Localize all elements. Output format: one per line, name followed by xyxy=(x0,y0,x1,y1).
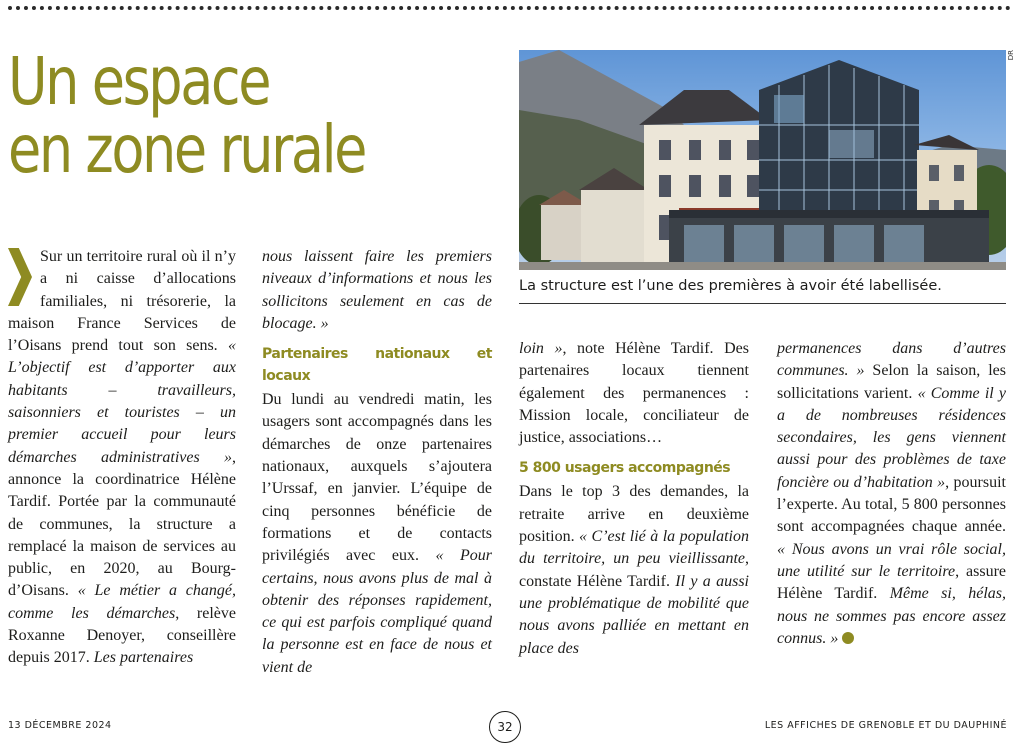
subheading-partners: Partenaires nationaux et locaux xyxy=(262,346,492,385)
body-text: , poursuit l’experte. Au total, 5 800 personnes sont accompagnées chaque année. xyxy=(777,473,1007,536)
column-2-text-b xyxy=(262,389,492,679)
subheading-users: 5 800 usagers accompagnés xyxy=(519,460,731,477)
quote-text: Les partenaires xyxy=(93,649,194,667)
chevron-icon xyxy=(8,248,32,306)
photo-credit: DR xyxy=(1007,50,1015,61)
article-photo xyxy=(519,50,1006,270)
photo-caption: La structure est l’une des premières à avoir été labellisée. xyxy=(519,278,942,294)
column-3-text-b xyxy=(519,481,749,659)
top-dotted-rule xyxy=(8,6,1011,10)
column-4-text xyxy=(777,338,1006,650)
body-text: Selon la saison, les sollicitations varient. xyxy=(777,362,1006,402)
caption-divider xyxy=(519,303,1006,304)
body-text: , note Hélène Tardif. Des partenaires locaux tiennent également des permanences : Mission locale, conciliateur de justice, associations… xyxy=(519,340,749,447)
issue-date: 13 DÉCEMBRE 2024 xyxy=(8,720,112,731)
quote-text: permanences dans d’autres communes. » xyxy=(777,340,1006,380)
quote-text: « Le métier a changé, comme les démarches xyxy=(8,582,237,622)
quote-text: « Comme il y a de nombreuses résidences secondaires, les gens viennent aussi pour des problèmes de taxe foncière ou d’habitation » xyxy=(777,384,1007,491)
body-text: , relève Roxanne Denoyer, conseillère depuis 2017. xyxy=(8,604,236,667)
column-3 xyxy=(519,338,749,660)
column-1-text xyxy=(8,246,236,670)
quote-text: « L’objectif est d’apporter aux habitants – travailleurs, saisonniers et touristes – un premier accueil pour leurs démarches administratives » xyxy=(8,337,236,466)
quote-text: Il y a aussi une problématique de mobilité que nous avons palliée en mettant en place des xyxy=(519,572,749,657)
quote-text: « Nous avons un vrai rôle social, une utilité sur le territoire xyxy=(777,540,1006,580)
title-line-1: Un espace xyxy=(8,43,270,120)
body-text: , constate Hélène Tardif. xyxy=(519,550,749,590)
column-3-text xyxy=(519,338,749,449)
body-text: Du lundi au vendredi matin, les usagers sont accompagnés dans les démarches de onze partenaires nationaux, auxquels s’ajoutera l’Urssaf, en janvier. L’équipe de cinq personnes bénéficie de formations et de contacts privilégiés avec eux. xyxy=(262,391,492,565)
intro-paragraph: Sur un territoire rural où il n’y a ni caisse d’allocations familiales, ni trésorerie, la maison France Services de l’Oisans prend tout son sens. xyxy=(8,248,236,355)
column-4 xyxy=(777,338,1006,650)
quote-text: Même si, hélas, nous ne sommes pas encore assez connus. » xyxy=(777,585,1007,647)
building-illustration xyxy=(519,50,1006,270)
quote-text: « Pour certains, nous avons plus de mal à obtenir des réponses rapidement, ce qui est parfois compliqué quand la personne est en face de nous et vient de xyxy=(262,547,492,676)
quote-text: « C’est lié à la population du territoire, un peu vieillissante xyxy=(519,528,750,568)
column-1 xyxy=(8,246,236,670)
quote-text: nous laissent faire les premiers niveaux d’informations et nous les sollicitons seulement en cas de blocage. » xyxy=(262,248,492,332)
body-text: Dans le top 3 des demandes, la retraite arrive en deuxième position. xyxy=(519,483,749,546)
quote-text: loin » xyxy=(519,340,563,357)
page-number: 32 xyxy=(489,711,521,743)
article-title xyxy=(8,43,365,188)
publication-name: LES AFFICHES DE GRENOBLE ET DU DAUPHINÉ xyxy=(764,720,1007,731)
column-2 xyxy=(262,246,492,679)
body-text: , annonce la coordinatrice Hélène Tardif. Portée par la communauté de communes, la structure a remplacé la maison de services au public, en 2020, au Bourg-d’Oisans. xyxy=(8,448,236,600)
title-line-2: en zone rurale xyxy=(8,111,365,188)
body-text: , assure Hélène Tardif. xyxy=(777,562,1007,603)
end-mark-icon xyxy=(842,632,854,644)
column-2-text xyxy=(262,246,492,335)
